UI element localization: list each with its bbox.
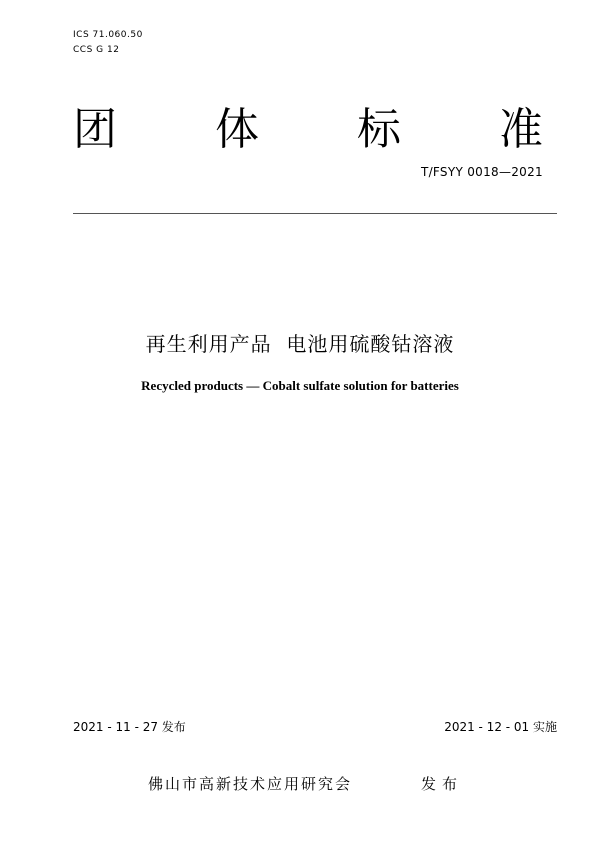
publish-date: 2021 - 11 - 27 发布 bbox=[73, 720, 186, 734]
header-divider bbox=[73, 213, 557, 214]
issue-label: 发布 bbox=[421, 775, 464, 793]
standard-type-char: 准 bbox=[499, 104, 543, 155]
ics-code: ICS 71.060.50 bbox=[73, 30, 143, 40]
title-english: Recycled products — Cobalt sulfate solution for batteries bbox=[141, 378, 459, 393]
standard-type-char: 标 bbox=[357, 104, 401, 155]
ccs-code: CCS G 12 bbox=[73, 45, 120, 55]
issuer-name: 佛山市高新技术应用研究会 bbox=[148, 775, 353, 793]
standard-number: T/FSYY 0018—2021 bbox=[420, 165, 543, 179]
implementation-date: 2021 - 12 - 01 实施 bbox=[444, 720, 557, 734]
standard-type-char: 团 bbox=[73, 104, 117, 155]
title-chinese: 再生利用产品 电池用硫酸钴溶液 bbox=[145, 332, 455, 356]
standard-type-char: 体 bbox=[215, 104, 259, 155]
